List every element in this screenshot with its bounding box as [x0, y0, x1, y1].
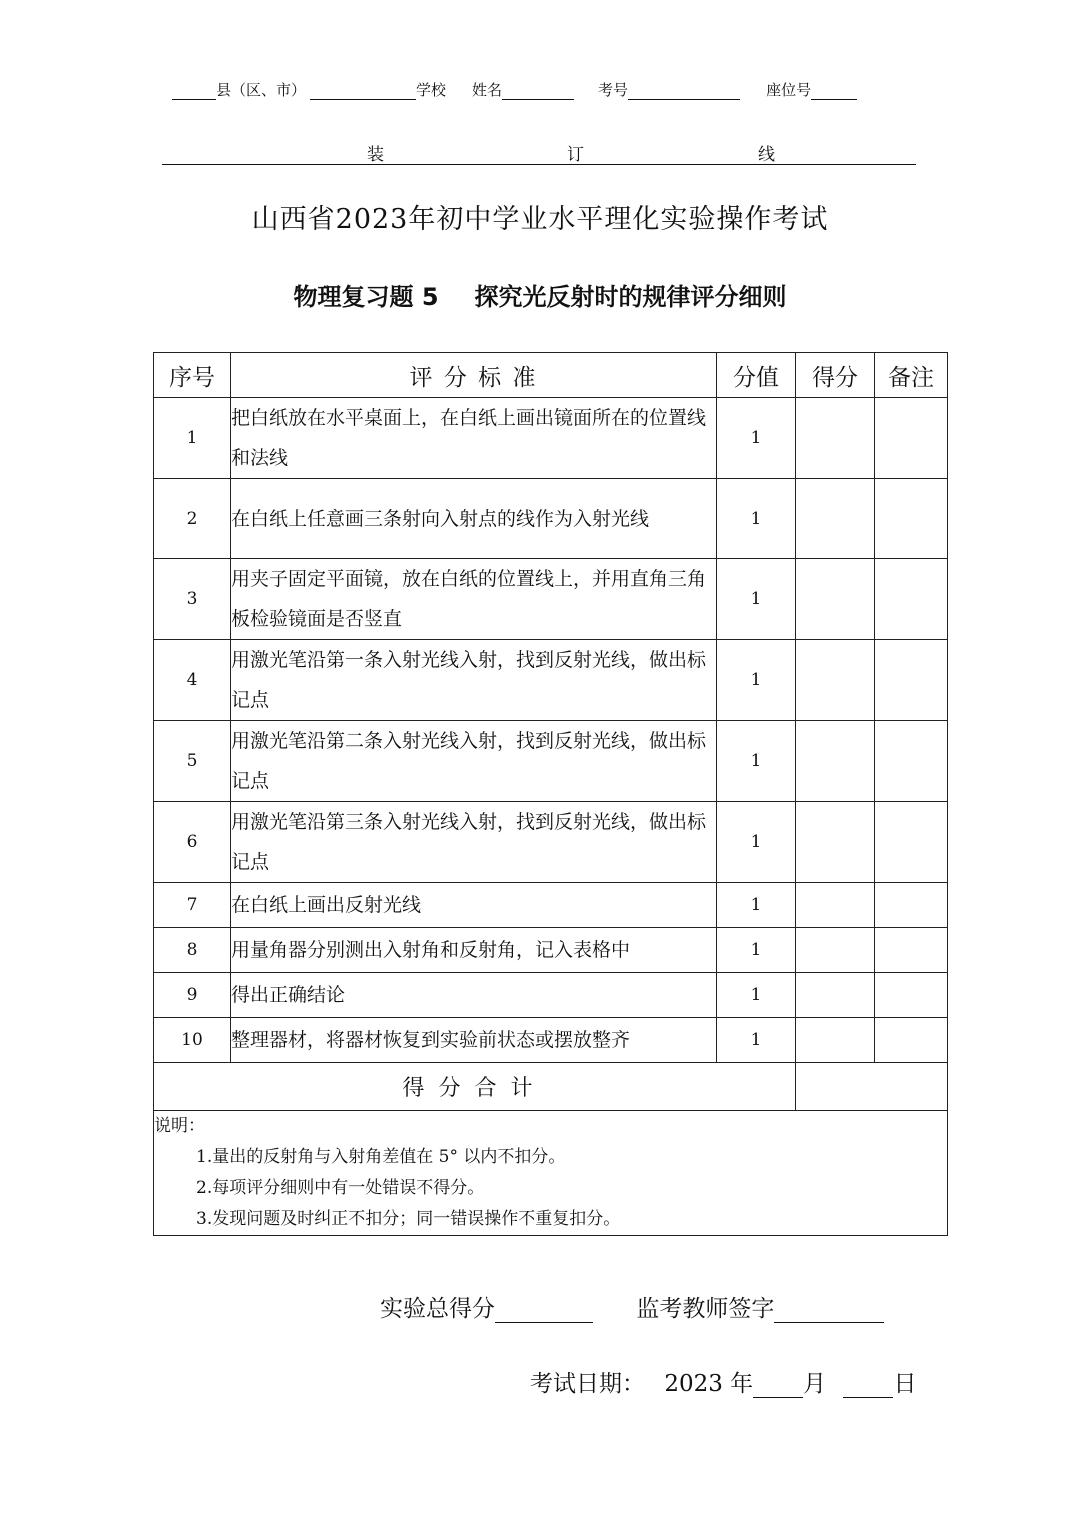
row-note-cell[interactable] [875, 883, 948, 928]
table-header-row [154, 353, 948, 398]
binding-char-3: 线 [758, 145, 775, 165]
row-criterion: 用激光笔沿第二条入射光线入射，找到反射光线，做出标记点 [231, 721, 717, 802]
row-criterion: 把白纸放在水平桌面上，在白纸上画出镜面所在的位置线和法线 [231, 398, 717, 479]
note-item: 2.每项评分细则中有一处错误不得分。 [196, 1178, 485, 1198]
table-row [154, 559, 948, 640]
row-criterion: 用激光笔沿第三条入射光线入射，找到反射光线，做出标记点 [231, 802, 717, 883]
signature-line [380, 1290, 884, 1323]
row-value: 1 [717, 398, 796, 479]
binding-char-1: 装 [367, 145, 384, 165]
header-no: 序号 [154, 353, 231, 398]
row-criterion: 在白纸上任意画三条射向入射点的线作为入射光线 [231, 479, 717, 559]
exam-no-label: 考号 [598, 81, 629, 99]
row-note-cell[interactable] [875, 398, 948, 479]
row-no: 10 [154, 1018, 231, 1063]
row-value: 1 [717, 928, 796, 973]
month-blank[interactable] [753, 1371, 803, 1398]
table-row [154, 928, 948, 973]
row-score-cell[interactable] [796, 398, 875, 479]
seat-no-blank[interactable] [811, 81, 857, 100]
total-label: 得分合计 [154, 1063, 796, 1111]
total-score-label: 实验总得分 [380, 1296, 495, 1322]
table-row [154, 721, 948, 802]
row-no: 6 [154, 802, 231, 883]
note-item: 1.量出的反射角与入射角差值在 5° 以内不扣分。 [196, 1147, 566, 1167]
total-score-cell[interactable] [796, 1063, 948, 1111]
date-label: 考试日期： [530, 1371, 645, 1397]
row-value: 1 [717, 1018, 796, 1063]
row-no: 8 [154, 928, 231, 973]
notes-row [154, 1111, 948, 1236]
row-value: 1 [717, 802, 796, 883]
teacher-sign-blank[interactable] [774, 1296, 884, 1323]
row-score-cell[interactable] [796, 559, 875, 640]
row-criterion: 在白纸上画出反射光线 [231, 883, 717, 928]
page-title: 山西省2023年初中学业水平理化实验操作考试 [251, 204, 829, 235]
table-row [154, 479, 948, 559]
row-note-cell[interactable] [875, 479, 948, 559]
teacher-sign-label: 监考教师签字 [636, 1296, 775, 1322]
row-score-cell[interactable] [796, 928, 875, 973]
header-note: 备注 [875, 353, 948, 398]
binding-solid-line [162, 164, 916, 165]
total-score-blank[interactable] [495, 1296, 593, 1323]
row-value: 1 [717, 883, 796, 928]
row-note-cell[interactable] [875, 1018, 948, 1063]
date-month: 月 [803, 1371, 827, 1397]
row-no: 3 [154, 559, 231, 640]
row-value: 1 [717, 640, 796, 721]
row-note-cell[interactable] [875, 721, 948, 802]
name-blank[interactable] [502, 81, 574, 100]
note-item: 3.发现问题及时纠正不扣分；同一错误操作不重复扣分。 [196, 1209, 621, 1229]
date-year: 2023 年 [664, 1371, 754, 1397]
row-value: 1 [717, 559, 796, 640]
row-criterion: 用夹子固定平面镜，放在白纸的位置线上，并用直角三角板检验镜面是否竖直 [231, 559, 717, 640]
exam-no-blank[interactable] [628, 81, 740, 100]
table-row [154, 1018, 948, 1063]
page-subtitle [0, 277, 1080, 312]
county-blank[interactable] [172, 81, 216, 100]
subtitle-part1: 物理复习题 5 [293, 283, 439, 311]
notes-title: 说明： [154, 1116, 205, 1136]
row-criterion: 用激光笔沿第一条入射光线入射，找到反射光线，做出标记点 [231, 640, 717, 721]
row-criterion: 整理器材，将器材恢复到实验前状态或摆放整齐 [231, 1018, 717, 1063]
row-criterion: 得出正确结论 [231, 973, 717, 1018]
row-value: 1 [717, 479, 796, 559]
row-no: 4 [154, 640, 231, 721]
scoring-table [153, 352, 948, 1236]
row-score-cell[interactable] [796, 721, 875, 802]
row-note-cell[interactable] [875, 802, 948, 883]
row-no: 5 [154, 721, 231, 802]
row-score-cell[interactable] [796, 640, 875, 721]
table-row [154, 802, 948, 883]
row-no: 2 [154, 479, 231, 559]
header-criterion: 评 分 标 准 [231, 353, 717, 398]
row-score-cell[interactable] [796, 802, 875, 883]
row-score-cell[interactable] [796, 973, 875, 1018]
exam-date-line [530, 1365, 916, 1398]
header-value: 分值 [717, 353, 796, 398]
notes-cell [154, 1111, 948, 1236]
row-no: 9 [154, 973, 231, 1018]
row-note-cell[interactable] [875, 559, 948, 640]
row-score-cell[interactable] [796, 883, 875, 928]
row-no: 1 [154, 398, 231, 479]
row-score-cell[interactable] [796, 1018, 875, 1063]
row-value: 1 [717, 973, 796, 1018]
name-label: 姓名 [472, 81, 503, 99]
row-score-cell[interactable] [796, 479, 875, 559]
table-row [154, 973, 948, 1018]
day-blank[interactable] [843, 1371, 893, 1398]
header-score: 得分 [796, 353, 875, 398]
table-row [154, 883, 948, 928]
seat-no-label: 座位号 [766, 81, 812, 99]
row-value: 1 [717, 721, 796, 802]
table-row [154, 640, 948, 721]
binding-char-2: 订 [567, 145, 584, 165]
binding-line [162, 140, 916, 165]
school-label: 学校 [416, 81, 447, 99]
row-note-cell[interactable] [875, 640, 948, 721]
row-note-cell[interactable] [875, 973, 948, 1018]
table-row [154, 398, 948, 479]
row-criterion: 用量角器分别测出入射角和反射角，记入表格中 [231, 928, 717, 973]
county-label: 县（区、市） [216, 81, 307, 99]
total-row [154, 1063, 948, 1111]
school-blank[interactable] [310, 81, 416, 100]
subtitle-part2: 探究光反射时的规律评分细则 [474, 283, 787, 311]
student-info-line [172, 76, 912, 100]
row-no: 7 [154, 883, 231, 928]
date-day: 日 [893, 1371, 917, 1397]
row-note-cell[interactable] [875, 928, 948, 973]
